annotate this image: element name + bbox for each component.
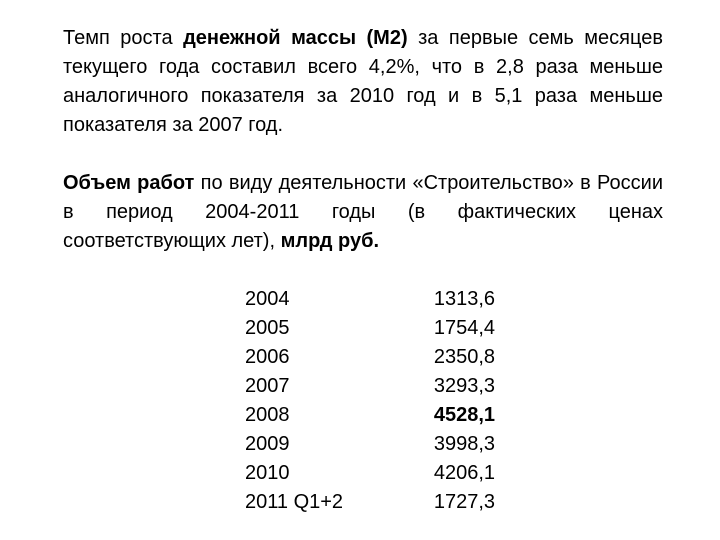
paragraph2-bold-unit: млрд руб. — [280, 230, 380, 252]
paragraph2-bold-heading: Объем работ — [63, 172, 195, 194]
table-row — [245, 372, 495, 401]
table-cell-value: 4206,1 — [433, 462, 495, 484]
table-cell-value: 1754,4 — [433, 317, 495, 339]
table-cell-year: 2008 — [245, 404, 290, 426]
table-cell-value: 3293,3 — [433, 375, 495, 397]
paragraph1-bold-term: денежной массы (М2) — [183, 27, 408, 49]
table-row — [245, 343, 495, 372]
table-cell-value: 2350,8 — [433, 346, 495, 368]
table-cell-value-highlighted: 4528,1 — [433, 404, 495, 426]
table-cell-value: 1313,6 — [433, 288, 495, 310]
table-cell-year: 2005 — [245, 317, 290, 339]
table-row — [245, 488, 495, 517]
table-cell-year: 2011 Q1+2 — [245, 491, 344, 513]
table-cell-year: 2010 — [245, 462, 290, 484]
construction-volume-table — [245, 285, 495, 517]
construction-volume-paragraph — [63, 169, 663, 256]
table-row — [245, 314, 495, 343]
table-cell-value: 3998,3 — [433, 433, 495, 455]
paragraph2-text: по виду деятельности «Строительство» в России в период 2004-2011 годы (в фактических ценах соответствующих лет), — [63, 172, 663, 252]
table-cell-year: 2006 — [245, 346, 290, 368]
table-row — [245, 430, 495, 459]
table-cell-value: 1727,3 — [433, 491, 495, 513]
table-row — [245, 285, 495, 314]
money-supply-paragraph — [63, 24, 663, 140]
table-cell-year: 2004 — [245, 288, 290, 310]
table-row — [245, 401, 495, 430]
table-cell-year: 2009 — [245, 433, 290, 455]
table-cell-year: 2007 — [245, 375, 290, 397]
table-row — [245, 459, 495, 488]
paragraph1-text-start: Темп роста — [63, 27, 184, 49]
paragraph1-text-end: за первые семь месяцев текущего года составил всего 4,2%, что в 2,8 раза меньше аналогичного показателя за 2010 год и в 5,1 раза меньше показателя за 2007 год. — [63, 27, 663, 136]
